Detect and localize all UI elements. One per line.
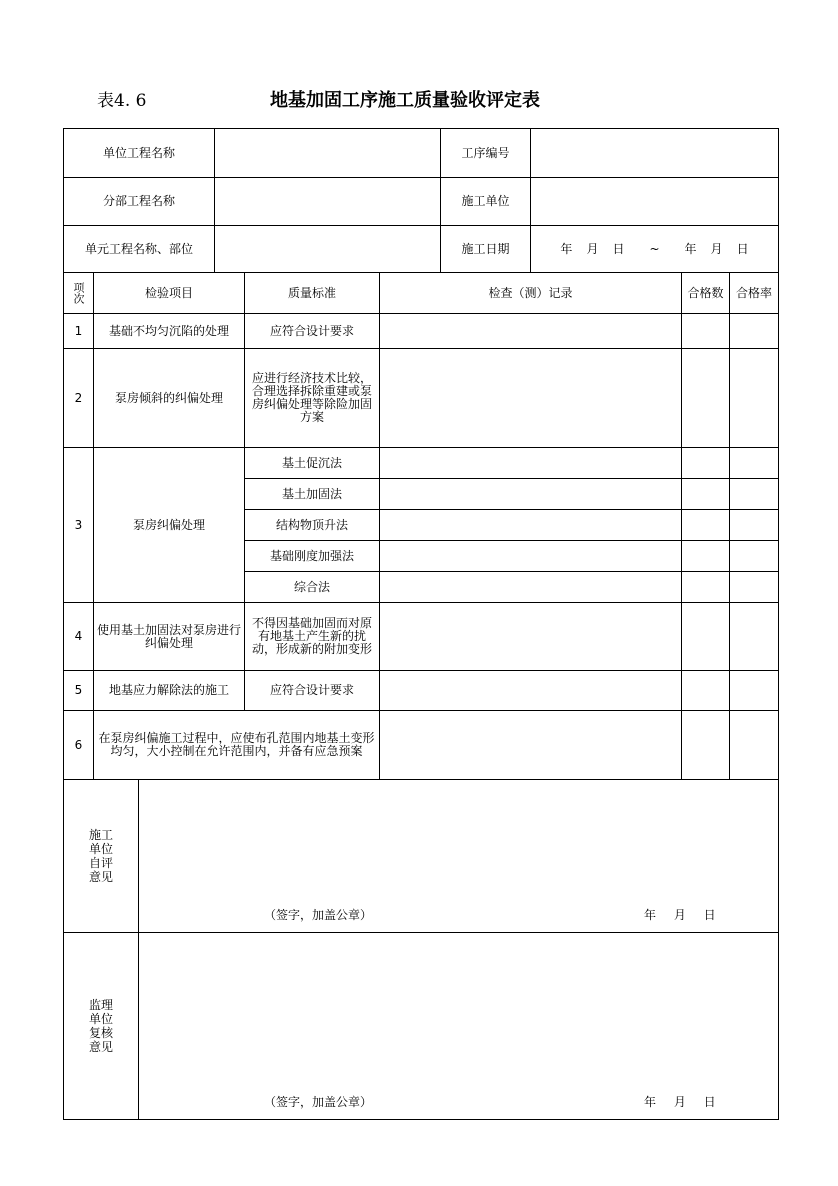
passed-cell[interactable] [682,349,730,448]
passed-cell[interactable] [682,510,730,541]
record-cell[interactable] [380,510,682,541]
rate-cell[interactable] [730,572,779,603]
row-standard: 基础刚度加强法 [245,541,380,572]
date-text: 月 [586,241,599,256]
rate-cell[interactable] [730,603,779,671]
element-field[interactable] [215,226,441,273]
row-no: 2 [64,349,94,448]
process-no-field[interactable] [531,129,779,178]
rate-cell[interactable] [730,479,779,510]
table-number: 表4. 6 [97,91,147,111]
passed-cell[interactable] [682,603,730,671]
record-cell[interactable] [380,448,682,479]
date-text: 月 [710,241,723,256]
row-item: 地基应力解除法的施工 [94,671,245,711]
passed-cell[interactable] [682,479,730,510]
unit-project-field[interactable] [215,129,441,178]
record-cell[interactable] [380,349,682,448]
passed-cell[interactable] [682,572,730,603]
table-row [64,349,779,448]
row-standard: 基土加固法 [245,479,380,510]
col-no: 项次 [64,273,94,314]
row-standard: 应符合设计要求 [245,671,380,711]
date-text: 年 [684,241,697,256]
rate-cell[interactable] [730,448,779,479]
date-text: 年 月 日 [644,1095,716,1109]
record-cell[interactable] [380,671,682,711]
signature-note: （签字，加盖公章） [264,1095,373,1109]
row-no: 6 [64,711,94,780]
record-cell[interactable] [380,479,682,510]
record-cell[interactable] [380,314,682,349]
record-cell[interactable] [380,572,682,603]
sub-project-field[interactable] [215,178,441,226]
opinion-table [63,779,779,1120]
record-cell[interactable] [380,603,682,671]
contractor-opinion-label: 施工单位自评意见 [64,780,139,933]
rate-cell[interactable] [730,349,779,448]
row-standard: 应进行经济技术比较，合理选择拆除重建或泵房纠偏处理等除险加固方案 [245,349,380,448]
table-row [64,711,779,780]
process-no-label: 工序编号 [441,129,531,178]
record-cell[interactable] [380,711,682,780]
table-row [64,671,779,711]
passed-cell[interactable] [682,541,730,572]
inspection-table [63,272,779,780]
col-rate: 合格率 [730,273,779,314]
row-item: 泵房纠偏处理 [94,448,245,603]
row-no: 1 [64,314,94,349]
rate-cell[interactable] [730,314,779,349]
col-item: 检验项目 [94,273,245,314]
table-row [64,314,779,349]
rate-cell[interactable] [730,671,779,711]
table-row [64,603,779,671]
row-item: 泵房倾斜的纠偏处理 [94,349,245,448]
passed-cell[interactable] [682,711,730,780]
row-item: 在泵房纠偏施工过程中，应使布孔范围内地基土变形均匀，大小控制在允许范围内，并备有应急预案 [94,711,380,780]
rate-cell[interactable] [730,711,779,780]
info-table [63,128,779,273]
row-no: 5 [64,671,94,711]
date-text: 年 月 日 [644,908,716,922]
row-no: 3 [64,448,94,603]
contractor-label: 施工单位 [441,178,531,226]
col-standard: 质量标准 [245,273,380,314]
row-standard: 综合法 [245,572,380,603]
col-passed: 合格数 [682,273,730,314]
date-text: 日 [736,241,749,256]
passed-cell[interactable] [682,448,730,479]
page-title: 地基加固工序施工质量验收评定表 [270,90,540,111]
row-standard: 基土促沉法 [245,448,380,479]
sub-project-label: 分部工程名称 [64,178,215,226]
row-standard: 应符合设计要求 [245,314,380,349]
passed-cell[interactable] [682,671,730,711]
supervisor-opinion-label: 监理单位复核意见 [64,933,139,1120]
date-text: 日 [612,241,625,256]
rate-cell[interactable] [730,510,779,541]
row-item: 使用基土加固法对泵房进行纠偏处理 [94,603,245,671]
signature-note: （签字，加盖公章） [264,908,373,922]
element-label: 单元工程名称、部位 [64,226,215,273]
date-label: 施工日期 [441,226,531,273]
row-no: 4 [64,603,94,671]
contractor-opinion-field[interactable] [139,780,779,933]
rate-cell[interactable] [730,541,779,572]
row-standard: 结构物顶升法 [245,510,380,541]
row-item: 基础不均匀沉陷的处理 [94,314,245,349]
contractor-field[interactable] [531,178,779,226]
col-record: 检查（测）记录 [380,273,682,314]
unit-project-label: 单位工程名称 [64,129,215,178]
record-cell[interactable] [380,541,682,572]
passed-cell[interactable] [682,314,730,349]
supervisor-opinion-field[interactable] [139,933,779,1120]
date-text: ~ [649,241,660,256]
row-standard: 不得因基础加固而对原有地基土产生新的扰动，形成新的附加变形 [245,603,380,671]
date-text: 年 [560,241,573,256]
table-row [64,448,779,479]
date-field[interactable] [531,226,779,273]
